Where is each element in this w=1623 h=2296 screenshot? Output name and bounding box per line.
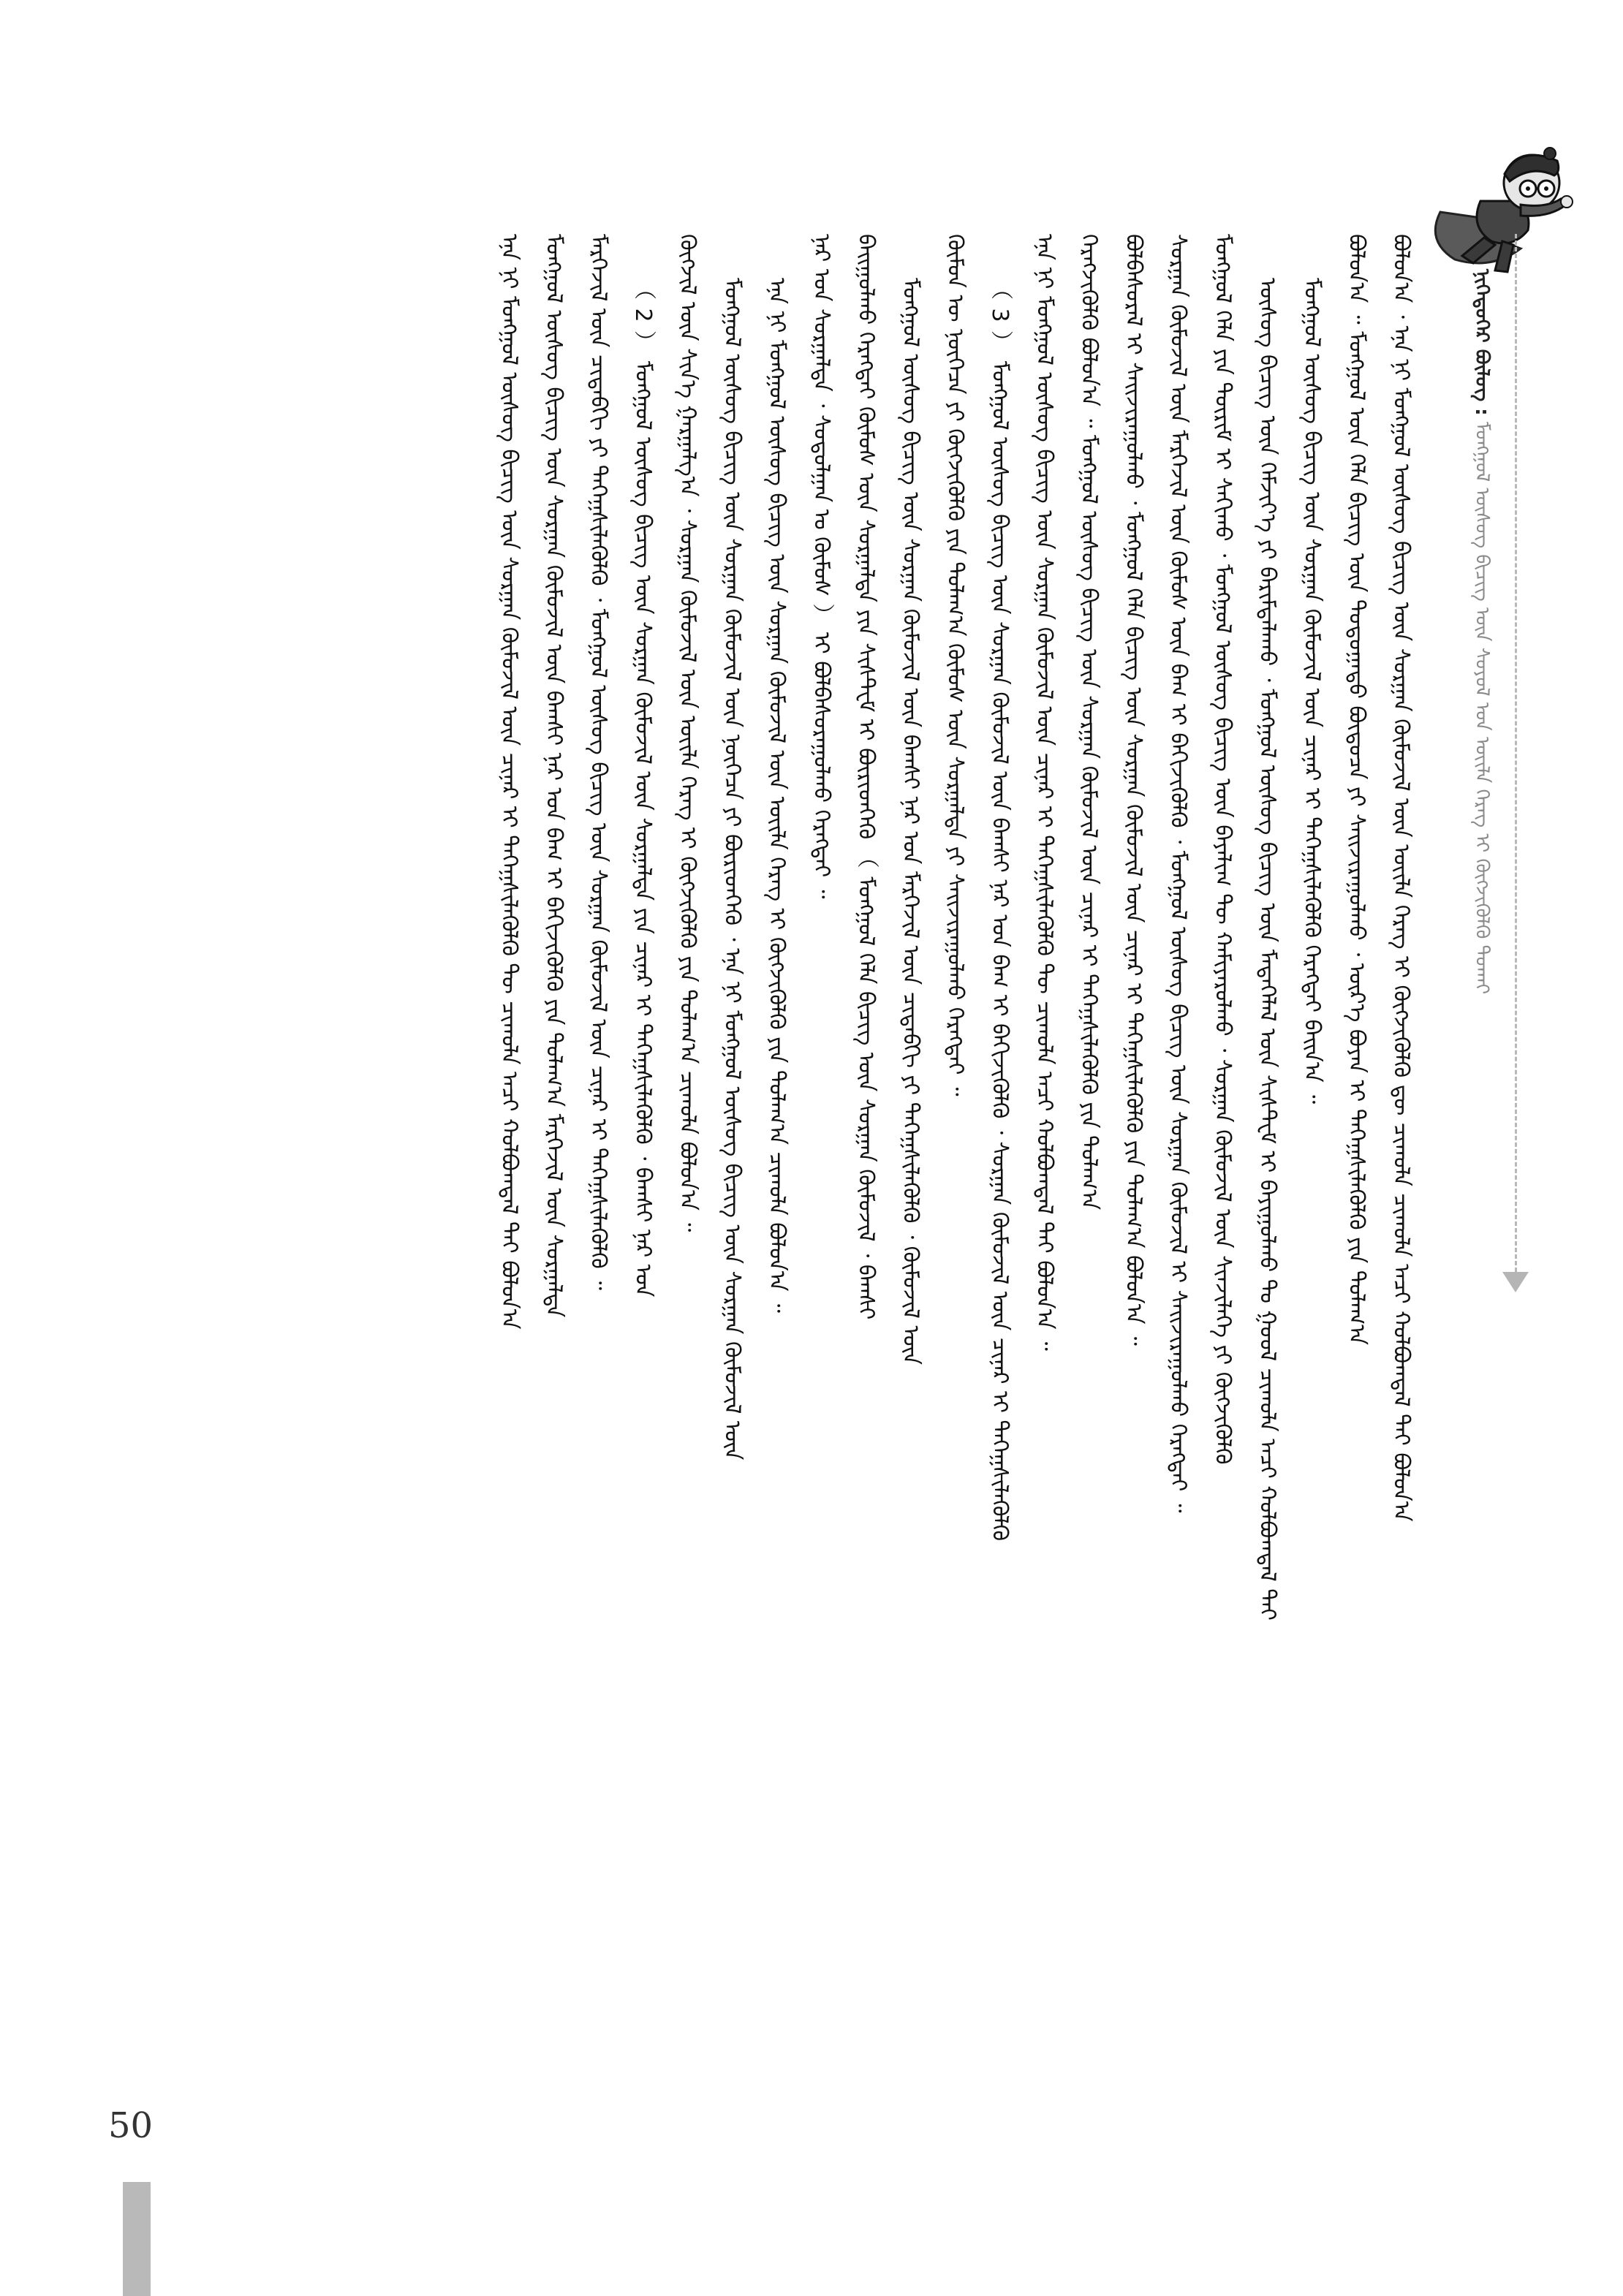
text-column: ᠮᠣᠩᠭᠣᠯ ᠦᠰᠦᠭ ᠪᠢᠴᠢᠭ ᠦᠨ ᠰᠤᠷᠭᠠᠨ ᠬᠦᠮᠦᠵᠢᠯ ᠦᠨ ᠨᠥᠭᠡᠴᠡ ᠶᠢ ᠪᠦᠷᠢᠳᠭᠡᠬᠦ ᠂ ᠡᠨᠡ ᠨᠢ ᠮᠣᠩᠭᠣᠯ ᠦᠰᠦᠭ ᠪᠢᠴᠢᠭ ᠦᠨ ᠰᠤᠷᠭᠠᠨ ᠬᠦᠮᠦᠵᠢᠯ ᠦᠨ (719, 278, 745, 1460)
text-column: ᠪᠠᠢᠭᠤᠯᠬᠤ ᠬᠡᠷᠡᠭᠲᠡᠢ ᠬᠦᠮᠦᠰ ᠦᠨ ᠰᠤᠷᠭᠠᠯᠲᠠ ᠶᠢᠨ ᠰᠢᠰᠲ᠋ᠧᠮ ᠢ ᠪᠦᠷᠢᠳᠭᠡᠬᠦ （ ᠮᠣᠩᠭᠣᠯ ᠬᠡᠯᠡ ᠪᠢᠴᠢᠭ ᠦᠨ ᠰᠤᠷᠭᠠᠨ ᠬᠦᠮᠦᠵᠢᠯ ᠂ ᠪᠠᠭᠰᠢ (853, 234, 879, 1320)
text-column: ᠮᠣᠩᠭᠣᠯ ᠦᠰᠦᠭ ᠪᠢᠴᠢᠭ ᠦᠨ ᠰᠤᠷᠭᠠᠨ ᠬᠦᠮᠦᠵᠢᠯ ᠦᠨ ᠴᠢᠨᠠᠷ ᠢ ᠳᠡᠭᠡᠭ᠋ᠰᠢᠯᠡᠭᠦᠯᠬᠦ ᠬᠡᠷᠡᠭᠲᠡᠢ ᠪᠠᠢᠨ᠎ᠠ ᠃ (1299, 278, 1325, 1105)
running-head-chapter: ᠨᠢᠭᠡᠳᠦᠭᠡᠷ ᠪᠦᠯᠦᠭ : (1471, 269, 1493, 416)
text-column: ᠬᠡᠷᠡᠭᠵᠢᠭᠦᠯᠬᠦ ᠪᠣᠯᠤᠨ᠎ᠠ ᠃ ᠮᠣᠩᠭᠣᠯ ᠦᠰᠦᠭ ᠪᠢᠴᠢᠭ ᠦᠨ ᠰᠤᠷᠭᠠᠨ ᠬᠦᠮᠦᠵᠢᠯ ᠦᠨ ᠴᠢᠨᠠᠷ ᠢ ᠳᠡᠭᠡᠭ᠋ᠰᠢᠯᠡᠭᠦᠯᠬᠦ ᠶᠢᠨ ᠲᠤᠯᠠᠭ᠎ᠠ (1076, 234, 1102, 1210)
running-head (1469, 269, 1494, 994)
text-column: ᠡᠨᠡ ᠨᠢ ᠮᠣᠩᠭᠣᠯ ᠦᠰᠦᠭ ᠪᠢᠴᠢᠭ ᠦᠨ ᠰᠤᠷᠭᠠᠨ ᠬᠦᠮᠦᠵᠢᠯ ᠦᠨ ᠦᠢᠯᠡ ᠬᠡᠷᠡᠭ ᠢ ᠬᠥᠭᠵᠢᠭᠦᠯᠬᠦ ᠶᠢᠨ ᠲᠤᠯᠠᠭ᠎ᠠ ᠴᠢᠬᠤᠯᠠ ᠪᠣᠯᠤᠨ᠎ᠠ ᠃ (764, 278, 790, 1313)
text-column: ᠡᠨᠡ ᠨᠢ ᠮᠣᠩᠭᠣᠯ ᠦᠰᠦᠭ ᠪᠢᠴᠢᠭ ᠦᠨ ᠰᠤᠷᠭᠠᠨ ᠬᠦᠮᠦᠵᠢᠯ ᠦᠨ ᠴᠢᠨᠠᠷ ᠢ ᠳᠡᠭᠡᠭ᠋ᠰᠢᠯᠡᠭᠦᠯᠬᠦ ᠲᠦ ᠴᠢᠬᠤᠯᠠ ᠠᠴᠢ ᠬᠣᠯᠪᠣᠭᠳᠠᠯ ᠲᠠᠢ ᠪᠣᠯᠤᠨ᠎ᠠ ᠃ (1032, 234, 1057, 1351)
text-column: ᠨᠠᠷ ᠤᠨ ᠰᠤᠷᠭᠠᠯᠲᠠ ᠂ ᠰᠤᠳᠤᠯᠭᠠᠨ ᠤ ᠬᠦᠮᠦᠰ ） ᠢ ᠪᠣᠯᠪᠠᠰᠤᠷᠠᠭᠤᠯᠬᠤ ᠬᠡᠷᠡᠭᠲᠡᠢ ᠃ (809, 234, 834, 899)
page-number: 50 (108, 2105, 154, 2146)
text-column: ᠪᠣᠯᠤᠨ᠎ᠠ ᠂ ᠡᠨᠡ ᠨᠢ ᠮᠣᠩᠭᠣᠯ ᠦᠰᠦᠭ ᠪᠢᠴᠢᠭ ᠦᠨ ᠰᠤᠷᠭᠠᠨ ᠬᠦᠮᠦᠵᠢᠯ ᠦᠨ ᠦᠢᠯᠡ ᠬᠡᠷᠡᠭ ᠢ ᠬᠥᠭᠵᠢᠭᠦᠯᠬᠦ ᠳᠦ ᠴᠢᠬᠤᠯᠠ ᠴᠢᠬᠤᠯᠠ ᠠᠴᠢ ᠬᠣᠯᠪᠣᠭᠳᠠᠯ ᠲᠠᠢ ᠪᠣᠯᠤᠨ᠎ᠠ (1388, 234, 1414, 1522)
text-column: （ 2 ） ᠮᠣᠩᠭᠣᠯ ᠦᠰᠦᠭ ᠪᠢᠴᠢᠭ ᠦᠨ ᠰᠤᠷᠭᠠᠨ ᠬᠦᠮᠦᠵᠢᠯ ᠦᠨ ᠰᠤᠷᠭᠠᠯᠲᠠ ᠶᠢᠨ ᠴᠢᠨᠠᠷ ᠢ ᠳᠡᠭᠡᠭ᠋ᠰᠢᠯᠡᠭᠦᠯᠬᠦ ᠂ ᠪᠠᠭᠰᠢ ᠨᠠᠷ ᠤᠨ (630, 278, 656, 1297)
text-column: ᠮᠣᠩᠭᠣᠯ ᠬᠡᠯᠡ ᠶᠢᠨ ᠳᠦᠷᠢᠮ ᠢ ᠰᠠᠬᠢᠬᠤ ᠂ ᠮᠣᠩᠭᠣᠯ ᠦᠰᠦᠭ ᠪᠢᠴᠢᠭ ᠦᠨ ᠪᠠᠶᠠᠯᠢᠭ ᠲᠦ ᠬᠠᠮᠢᠶᠠᠷᠤᠯᠬᠤ ᠂ ᠰᠤᠷᠭᠠᠨ ᠬᠦᠮᠦᠵᠢᠯ ᠦᠨ ᠰᠢᠨᠵᠢᠯᠡᠭᠡ ᠶᠢ ᠬᠥᠭᠵᠢᠭᠦᠯᠬᠦ (1210, 234, 1236, 1465)
text-column: ᠦᠰᠦᠭ ᠪᠢᠴᠢᠭ ᠦᠨ ᠬᠡᠮᠵᠢᠶ᠎ᠡ ᠶᠢ ᠪᠠᠷᠢᠮᠲᠠᠯᠠᠬᠤ ᠂ ᠮᠣᠩᠭᠣᠯ ᠦᠰᠦᠭ ᠪᠢᠴᠢᠭ ᠦᠨ ᠮᠡᠳᠡᠭᠡᠯᠡᠯ ᠦᠨ ᠰᠢᠰᠲ᠋ᠧᠮ ᠢ ᠪᠠᠶᠢᠭᠤᠯᠬᠤ ᠲᠤ ᠭᠣᠣᠯ ᠴᠢᠬᠤᠯᠠ ᠠᠴᠢ ᠬᠣᠯᠪᠣᠭᠳᠠᠯ ᠲᠠᠢ (1255, 278, 1280, 1621)
text-column: ᠮᠣᠩᠭᠣᠯ ᠦᠰᠦᠭ ᠪᠢᠴᠢᠭ ᠦᠨ ᠰᠤᠷᠭᠠᠨ ᠬᠦᠮᠦᠵᠢᠯ ᠦᠨ ᠪᠠᠭᠰᠢ ᠨᠠᠷ ᠤᠨ ᠮᠡᠷᠭᠡᠵᠢᠯ ᠦᠨ ᠴᠢᠳᠠᠪᠬᠢ ᠶᠢ ᠳᠡᠭᠡᠭ᠋ᠰᠢᠯᠡᠭᠦᠯᠬᠦ ᠂ ᠬᠦᠮᠦᠵᠢᠯ ᠦᠨ (898, 278, 923, 1365)
text-column: （ 3 ） ᠮᠣᠩᠭᠣᠯ ᠦᠰᠦᠭ ᠪᠢᠴᠢᠭ ᠦᠨ ᠰᠤᠷᠭᠠᠨ ᠬᠦᠮᠦᠵᠢᠯ ᠦᠨ ᠪᠠᠭᠰᠢ ᠨᠠᠷ ᠤᠨ ᠪᠠᠭ ᠢ ᠪᠡᠬᠢᠵᠢᠭᠦᠯᠬᠦ ᠂ ᠰᠤᠷᠭᠠᠨ ᠬᠦᠮᠦᠵᠢᠯ ᠦᠨ ᠴᠢᠨᠠᠷ ᠢ ᠳᠡᠭᠡᠭ᠋ᠰᠢᠯᠡᠭᠦᠯᠬᠦ (987, 278, 1013, 1542)
text-column: ᠡᠨᠡ ᠨᠢ ᠮᠣᠩᠭᠣᠯ ᠦᠰᠦᠭ ᠪᠢᠴᠢᠭ ᠦᠨ ᠰᠤᠷᠭᠠᠨ ᠬᠦᠮᠦᠵᠢᠯ ᠦᠨ ᠴᠢᠨᠠᠷ ᠢ ᠳᠡᠭᠡᠭ᠋ᠰᠢᠯᠡᠭᠦᠯᠬᠦ ᠲᠦ ᠴᠢᠬᠤᠯᠠ ᠠᠴᠢ ᠬᠣᠯᠪᠣᠭᠳᠠᠯ ᠲᠠᠢ ᠪᠣᠯᠤᠨ᠎ᠠ (496, 234, 522, 1330)
header-arrow-icon (1502, 1272, 1529, 1292)
thumb-tab (123, 2182, 151, 2296)
body-text (235, 234, 1418, 2003)
running-head-title: ᠮᠣᠩᠭᠣᠯ ᠦᠰᠦᠭ ᠪᠢᠴᠢᠭ ᠦᠨ ᠰᠣᠶᠣᠯ ᠤᠨ ᠦᠢᠯᠡ ᠬᠡᠷᠡᠭ ᠢ ᠬᠥᠭᠵᠢᠭᠦᠯᠬᠦ ᠲᠤᠬᠠᠢ (1471, 421, 1493, 995)
header-dashed-rule (1515, 234, 1517, 1272)
text-column: ᠮᠡᠷᠭᠡᠵᠢᠯ ᠦᠨ ᠴᠢᠳᠠᠪᠬᠢ ᠶᠢ ᠳᠡᠭᠡᠭ᠋ᠰᠢᠯᠡᠭᠦᠯᠬᠦ ᠂ ᠮᠣᠩᠭᠣᠯ ᠦᠰᠦᠭ ᠪᠢᠴᠢᠭ ᠦᠨ ᠰᠤᠷᠭᠠᠨ ᠬᠦᠮᠦᠵᠢᠯ ᠦᠨ ᠴᠢᠨᠠᠷ ᠢ ᠳᠡᠭᠡᠭ᠋ᠰᠢᠯᠡᠭᠦᠯᠬᠦ ᠃ (586, 234, 611, 1290)
text-column: ᠪᠣᠯᠪᠠᠰᠤᠷᠠᠯ ᠢ ᠰᠠᠢᠵᠢᠷᠠᠭᠤᠯᠬᠤ ᠂ ᠮᠣᠩᠭᠣᠯ ᠬᠡᠯᠡ ᠪᠢᠴᠢᠭ ᠦᠨ ᠰᠤᠷᠭᠠᠨ ᠬᠦᠮᠦᠵᠢᠯ ᠦᠨ ᠴᠢᠨᠠᠷ ᠢ ᠳᠡᠭᠡᠭ᠋ᠰᠢᠯᠡᠭᠦᠯᠬᠦ ᠶᠢᠨ ᠲᠤᠯᠠᠭ᠎ᠠ ᠪᠣᠯᠤᠨ᠎ᠠ ᠃ (1121, 234, 1146, 1346)
text-column: ᠬᠥᠭᠵᠢᠯ ᠦᠨ ᠰᠢᠨ᠎ᠡ ᠭᠠᠷᠭᠠᠯᠭ᠎ᠠ ᠂ ᠰᠤᠷᠭᠠᠨ ᠬᠦᠮᠦᠵᠢᠯ ᠦᠨ ᠦᠢᠯᠡ ᠬᠡᠷᠡᠭ ᠢ ᠬᠥᠭᠵᠢᠭᠦᠯᠬᠦ ᠶᠢᠨ ᠲᠤᠯᠠᠭ᠎ᠠ ᠴᠢᠬᠤᠯᠠ ᠪᠣᠯᠤᠨ᠎ᠠ ᠃ (675, 234, 700, 1232)
text-column: ᠰᠤᠷᠭᠠᠨ ᠬᠦᠮᠦᠵᠢᠯ ᠦᠨ ᠮᠡᠷᠭᠡᠵᠢᠯ ᠦᠨ ᠬᠦᠮᠦᠰ ᠦᠨ ᠪᠠᠭ ᠢ ᠪᠡᠬᠢᠵᠢᠭᠦᠯᠬᠦ ᠂ ᠮᠣᠩᠭᠣᠯ ᠦᠰᠦᠭ ᠪᠢᠴᠢᠭ ᠦᠨ ᠰᠤᠷᠭᠠᠨ ᠬᠦᠮᠦᠵᠢᠯ ᠢ ᠰᠠᠢᠵᠢᠷᠠᠭᠤᠯᠬᠤ ᠬᠡᠷᠡᠭᠲᠡᠢ ᠃ (1165, 234, 1191, 1513)
text-column: ᠮᠣᠩᠭᠣᠯ ᠦᠰᠦᠭ ᠪᠢᠴᠢᠭ ᠦᠨ ᠰᠤᠷᠭᠠᠨ ᠬᠦᠮᠦᠵᠢᠯ ᠦᠨ ᠪᠠᠭᠰᠢ ᠨᠠᠷ ᠤᠨ ᠪᠠᠭ ᠢ ᠪᠡᠬᠢᠵᠢᠭᠦᠯᠬᠦ ᠶᠢᠨ ᠲᠤᠯᠠᠭ᠎ᠠ ᠮᠡᠷᠭᠡᠵᠢᠯ ᠦᠨ ᠰᠤᠷᠭᠠᠯᠲᠠ (541, 234, 567, 1318)
text-column: ᠬᠦᠮᠦᠨ ᠦ ᠨᠥᠭᠡᠴᠡ ᠶᠢ ᠬᠥᠭᠵᠢᠭᠦᠯᠬᠦ ᠶᠢᠨ ᠲᠤᠯᠠᠭ᠎ᠠ ᠬᠦᠮᠦᠰ ᠦᠨ ᠰᠤᠷᠭᠠᠯᠲᠠ ᠶᠢ ᠰᠠᠢᠵᠢᠷᠠᠭᠤᠯᠬᠤ ᠬᠡᠷᠡᠭᠲᠡᠢ ᠃ (942, 234, 968, 1096)
text-column: ᠪᠣᠯᠤᠨ᠎ᠠ ᠃ ᠮᠣᠩᠭᠣᠯ ᠦᠨ ᠬᠡᠯᠡ ᠪᠢᠴᠢᠭ ᠦᠨ ᠳᠣᠲᠣᠭᠠᠳᠤ ᠪᠦᠲᠦᠴᠡ ᠶᠢ ᠰᠠᠢᠵᠢᠷᠠᠭᠤᠯᠬᠤ ᠂ ᠦᠷ᠎ᠡ ᠪᠣᠶᠠᠨ ᠢ ᠳᠡᠭᠡᠭ᠋ᠰᠢᠯᠡᠭᠦᠯᠬᠦ ᠶᠢᠨ ᠲᠤᠯᠠᠭ᠎ᠠ (1344, 234, 1369, 1345)
mascot-illustration (1411, 132, 1586, 278)
